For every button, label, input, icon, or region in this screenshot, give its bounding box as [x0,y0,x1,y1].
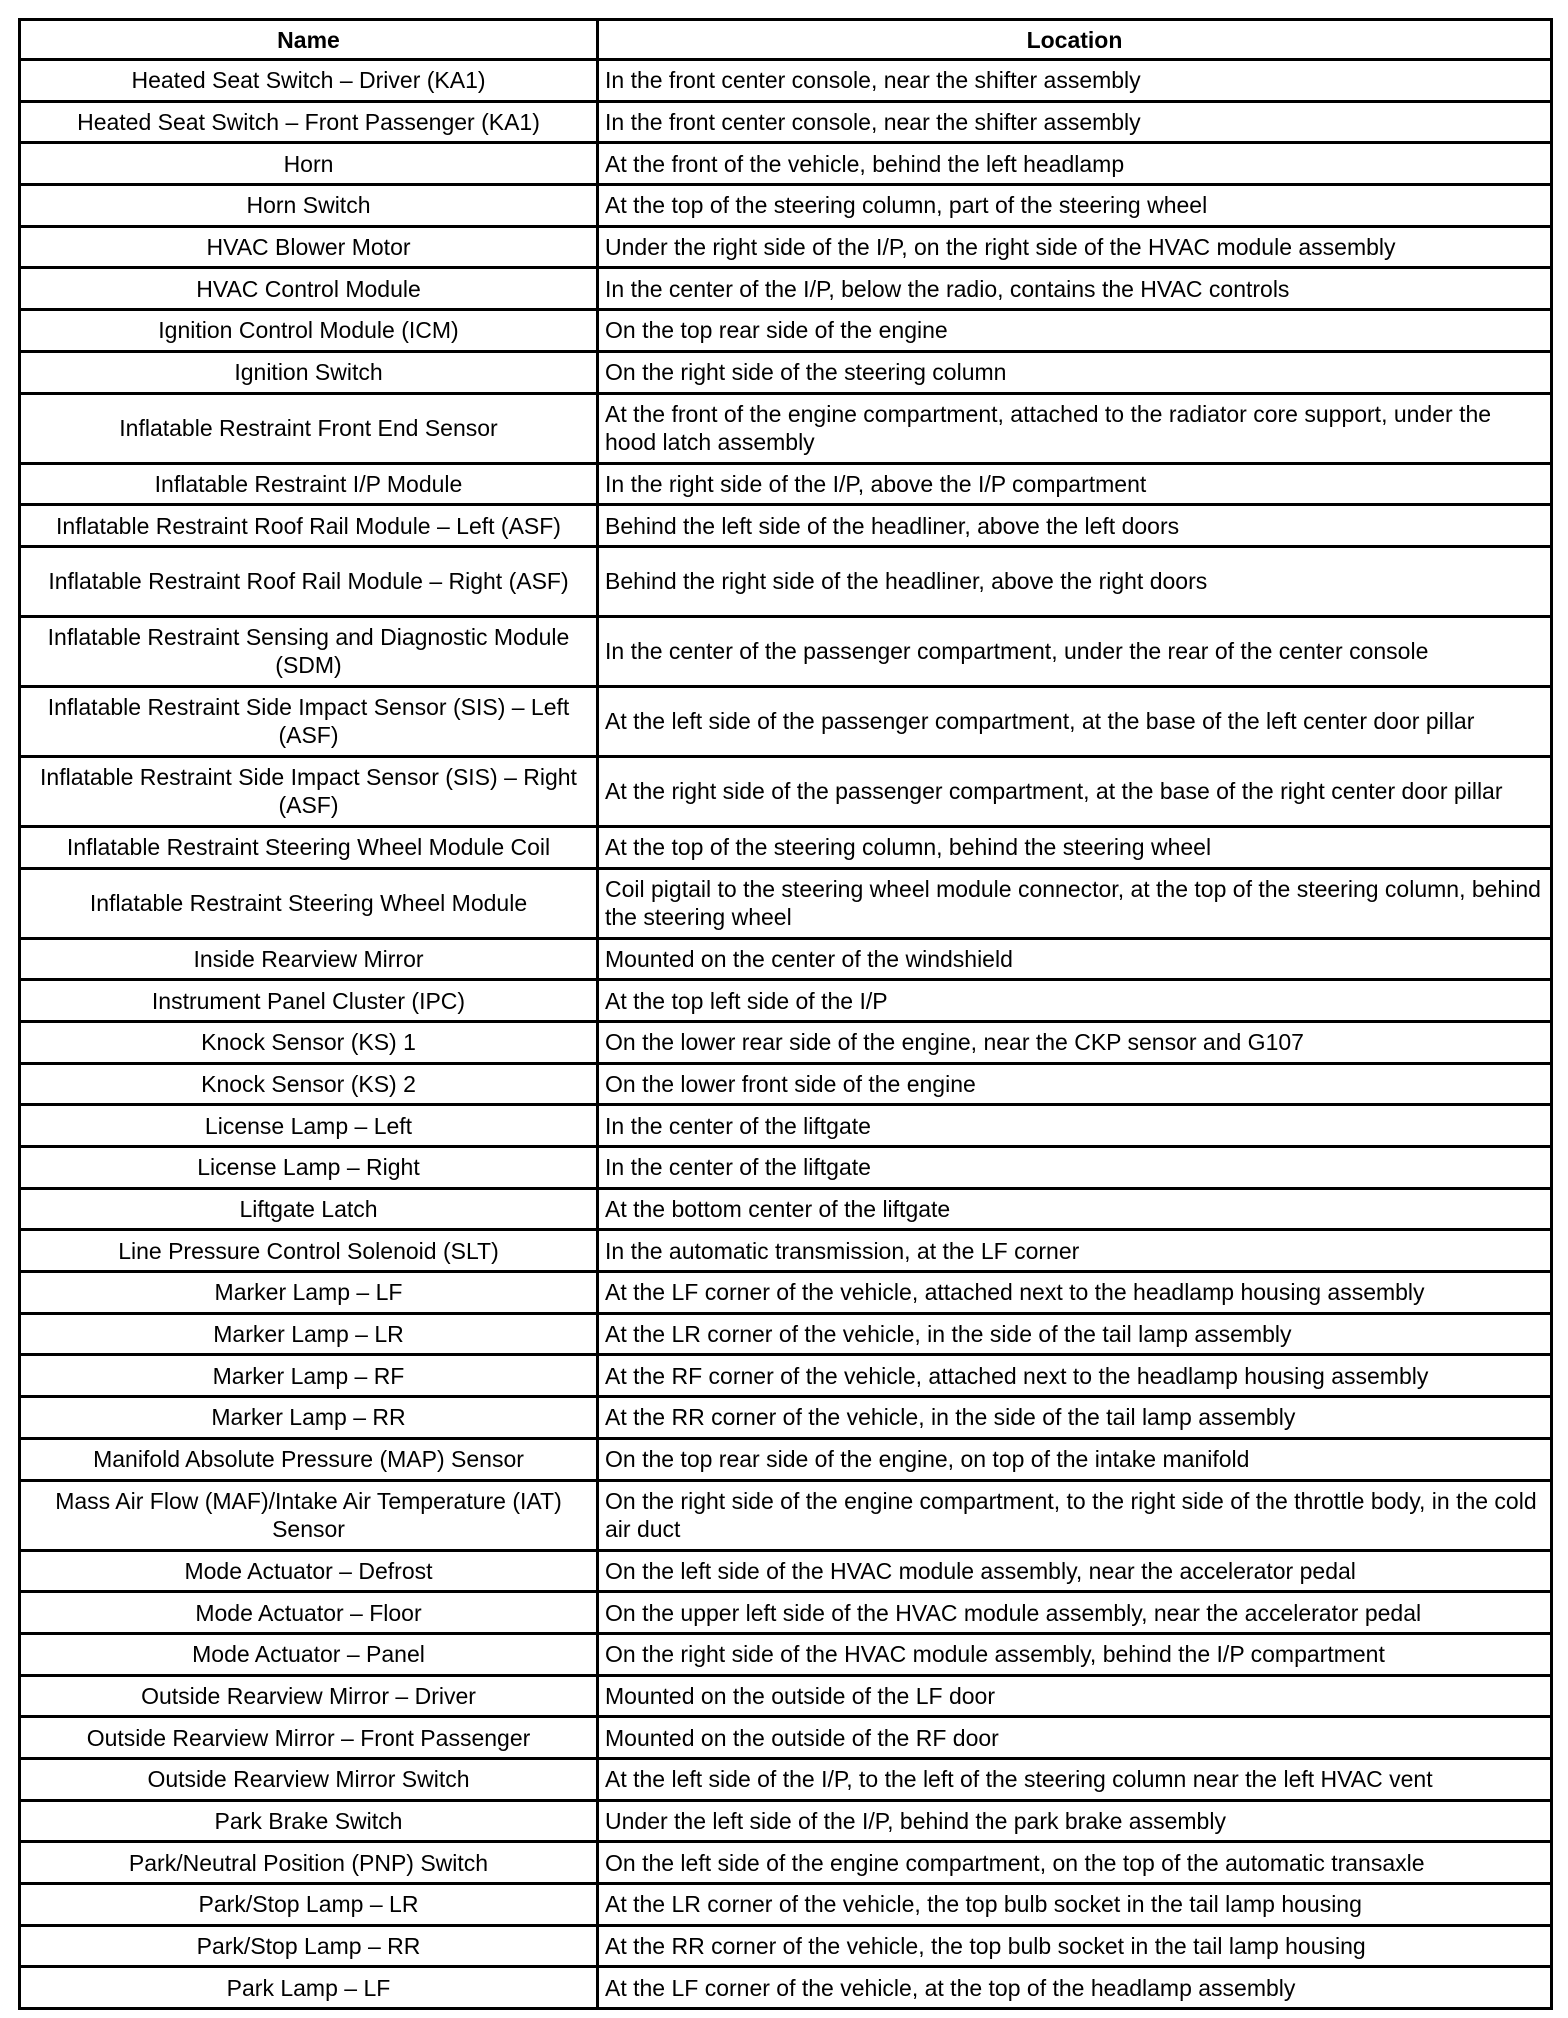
component-location-cell: In the front center console, near the shifter assembly [598,101,1552,143]
component-location-cell: On the upper left side of the HVAC module assembly, near the accelerator pedal [598,1592,1552,1634]
component-location-table [18,18,1553,2010]
table-row [20,1397,1552,1439]
component-name-cell: Heated Seat Switch – Driver (KA1) [20,60,598,102]
table-row [20,756,1552,826]
table-row [20,1188,1552,1230]
table-row [20,463,1552,505]
table-row [20,1272,1552,1314]
component-location-cell: Behind the left side of the headliner, above the left doors [598,505,1552,547]
table-row [20,980,1552,1022]
component-location-cell: In the center of the liftgate [598,1147,1552,1189]
component-name-cell: Horn Switch [20,185,598,227]
table-row [20,938,1552,980]
component-name-cell: Park Brake Switch [20,1800,598,1842]
component-location-cell: Mounted on the center of the windshield [598,938,1552,980]
component-name-cell: Park/Neutral Position (PNP) Switch [20,1842,598,1884]
table-row [20,1633,1552,1675]
component-name-cell: Inflatable Restraint Front End Sensor [20,393,598,463]
component-location-cell: On the right side of the engine compartment, to the right side of the throttle body, in the cold air duct [598,1480,1552,1550]
component-name-cell: Knock Sensor (KS) 1 [20,1021,598,1063]
table-row [20,1758,1552,1800]
component-location-cell: Mounted on the outside of the RF door [598,1717,1552,1759]
table-row [20,505,1552,547]
table-row [20,1675,1552,1717]
component-location-cell: At the front of the engine compartment, attached to the radiator core support, under the hood latch assembly [598,393,1552,463]
component-name-cell: Mode Actuator – Floor [20,1592,598,1634]
table-row [20,546,1552,616]
component-name-cell: Outside Rearview Mirror Switch [20,1758,598,1800]
component-name-cell: Mode Actuator – Defrost [20,1550,598,1592]
component-name-cell: Knock Sensor (KS) 2 [20,1063,598,1105]
table-row [20,826,1552,868]
component-location-cell: At the top left side of the I/P [598,980,1552,1022]
component-name-cell: Mass Air Flow (MAF)/Intake Air Temperature (IAT) Sensor [20,1480,598,1550]
component-name-cell: Liftgate Latch [20,1188,598,1230]
table-row [20,60,1552,102]
table-row [20,686,1552,756]
component-location-cell: Under the left side of the I/P, behind the park brake assembly [598,1800,1552,1842]
table-row [20,101,1552,143]
table-row [20,1842,1552,1884]
table-row [20,1230,1552,1272]
component-location-cell: Coil pigtail to the steering wheel module connector, at the top of the steering column, behind the steering wheel [598,868,1552,938]
component-name-cell: Inflatable Restraint Steering Wheel Module Coil [20,826,598,868]
table-row [20,868,1552,938]
component-name-cell: Ignition Switch [20,351,598,393]
component-location-cell: At the RF corner of the vehicle, attached next to the headlamp housing assembly [598,1355,1552,1397]
component-name-cell: Inflatable Restraint Steering Wheel Module [20,868,598,938]
table-row [20,143,1552,185]
component-name-cell: HVAC Blower Motor [20,226,598,268]
table-row [20,1480,1552,1550]
component-name-cell: Park Lamp – LF [20,1967,598,2009]
component-name-cell: Inflatable Restraint I/P Module [20,463,598,505]
table-row [20,1800,1552,1842]
component-location-cell: At the RR corner of the vehicle, in the side of the tail lamp assembly [598,1397,1552,1439]
component-location-cell: At the right side of the passenger compartment, at the base of the right center door pillar [598,756,1552,826]
component-location-cell: At the left side of the passenger compartment, at the base of the left center door pillar [598,686,1552,756]
component-location-cell: At the LR corner of the vehicle, the top bulb socket in the tail lamp housing [598,1884,1552,1926]
component-location-cell: At the RR corner of the vehicle, the top bulb socket in the tail lamp housing [598,1925,1552,1967]
component-location-cell: Mounted on the outside of the LF door [598,1675,1552,1717]
table-row [20,1550,1552,1592]
table-row [20,1105,1552,1147]
component-name-cell: Outside Rearview Mirror – Front Passenger [20,1717,598,1759]
header-row [20,20,1552,60]
table-row [20,1717,1552,1759]
component-location-cell: At the bottom center of the liftgate [598,1188,1552,1230]
component-location-cell: At the left side of the I/P, to the left of the steering column near the left HVAC vent [598,1758,1552,1800]
table-row [20,1063,1552,1105]
component-location-cell: On the lower front side of the engine [598,1063,1552,1105]
component-name-cell: Horn [20,143,598,185]
component-location-cell: On the top rear side of the engine [598,310,1552,352]
component-location-cell: In the center of the I/P, below the radio, contains the HVAC controls [598,268,1552,310]
table-row [20,1021,1552,1063]
component-name-cell: Inside Rearview Mirror [20,938,598,980]
table-row [20,393,1552,463]
component-location-cell: At the LR corner of the vehicle, in the side of the tail lamp assembly [598,1313,1552,1355]
table-row [20,226,1552,268]
component-location-cell: Behind the right side of the headliner, above the right doors [598,546,1552,616]
table-row [20,1925,1552,1967]
component-name-cell: License Lamp – Right [20,1147,598,1189]
component-name-cell: Marker Lamp – RF [20,1355,598,1397]
component-name-cell: Inflatable Restraint Sensing and Diagnostic Module (SDM) [20,616,598,686]
component-location-cell: On the left side of the engine compartment, on the top of the automatic transaxle [598,1842,1552,1884]
component-location-cell: At the LF corner of the vehicle, at the top of the headlamp assembly [598,1967,1552,2009]
table-body [20,60,1552,2009]
component-location-cell: In the center of the passenger compartment, under the rear of the center console [598,616,1552,686]
component-name-cell: License Lamp – Left [20,1105,598,1147]
component-location-cell: At the top of the steering column, part of the steering wheel [598,185,1552,227]
component-name-cell: Heated Seat Switch – Front Passenger (KA1) [20,101,598,143]
component-location-cell: In the front center console, near the shifter assembly [598,60,1552,102]
component-location-cell: At the LF corner of the vehicle, attached next to the headlamp housing assembly [598,1272,1552,1314]
table-row [20,351,1552,393]
table-row [20,1592,1552,1634]
component-name-cell: Inflatable Restraint Roof Rail Module – Right (ASF) [20,546,598,616]
component-name-cell: Marker Lamp – LF [20,1272,598,1314]
component-name-cell: HVAC Control Module [20,268,598,310]
component-name-cell: Outside Rearview Mirror – Driver [20,1675,598,1717]
component-name-cell: Park/Stop Lamp – RR [20,1925,598,1967]
component-location-cell: In the center of the liftgate [598,1105,1552,1147]
component-name-cell: Inflatable Restraint Side Impact Sensor (SIS) – Left (ASF) [20,686,598,756]
table-row [20,1147,1552,1189]
component-location-cell: At the front of the vehicle, behind the left headlamp [598,143,1552,185]
table-row [20,1313,1552,1355]
table-row [20,268,1552,310]
column-header-name: Name [20,20,598,60]
table-row [20,1884,1552,1926]
table-row [20,310,1552,352]
component-location-cell: In the right side of the I/P, above the I/P compartment [598,463,1552,505]
table-row [20,1355,1552,1397]
component-name-cell: Line Pressure Control Solenoid (SLT) [20,1230,598,1272]
table-row [20,185,1552,227]
component-name-cell: Marker Lamp – RR [20,1397,598,1439]
component-name-cell: Mode Actuator – Panel [20,1633,598,1675]
table-row [20,1967,1552,2009]
component-location-cell: On the top rear side of the engine, on top of the intake manifold [598,1438,1552,1480]
component-name-cell: Inflatable Restraint Roof Rail Module – Left (ASF) [20,505,598,547]
column-header-location: Location [598,20,1552,60]
component-location-cell: On the left side of the HVAC module assembly, near the accelerator pedal [598,1550,1552,1592]
component-name-cell: Manifold Absolute Pressure (MAP) Sensor [20,1438,598,1480]
component-location-cell: On the right side of the HVAC module assembly, behind the I/P compartment [598,1633,1552,1675]
component-location-cell: At the top of the steering column, behind the steering wheel [598,826,1552,868]
component-name-cell: Instrument Panel Cluster (IPC) [20,980,598,1022]
component-name-cell: Inflatable Restraint Side Impact Sensor (SIS) – Right (ASF) [20,756,598,826]
component-name-cell: Ignition Control Module (ICM) [20,310,598,352]
component-location-cell: Under the right side of the I/P, on the right side of the HVAC module assembly [598,226,1552,268]
table-row [20,616,1552,686]
table-row [20,1438,1552,1480]
component-name-cell: Marker Lamp – LR [20,1313,598,1355]
component-location-cell: On the right side of the steering column [598,351,1552,393]
component-name-cell: Park/Stop Lamp – LR [20,1884,598,1926]
component-location-cell: On the lower rear side of the engine, near the CKP sensor and G107 [598,1021,1552,1063]
component-location-cell: In the automatic transmission, at the LF corner [598,1230,1552,1272]
